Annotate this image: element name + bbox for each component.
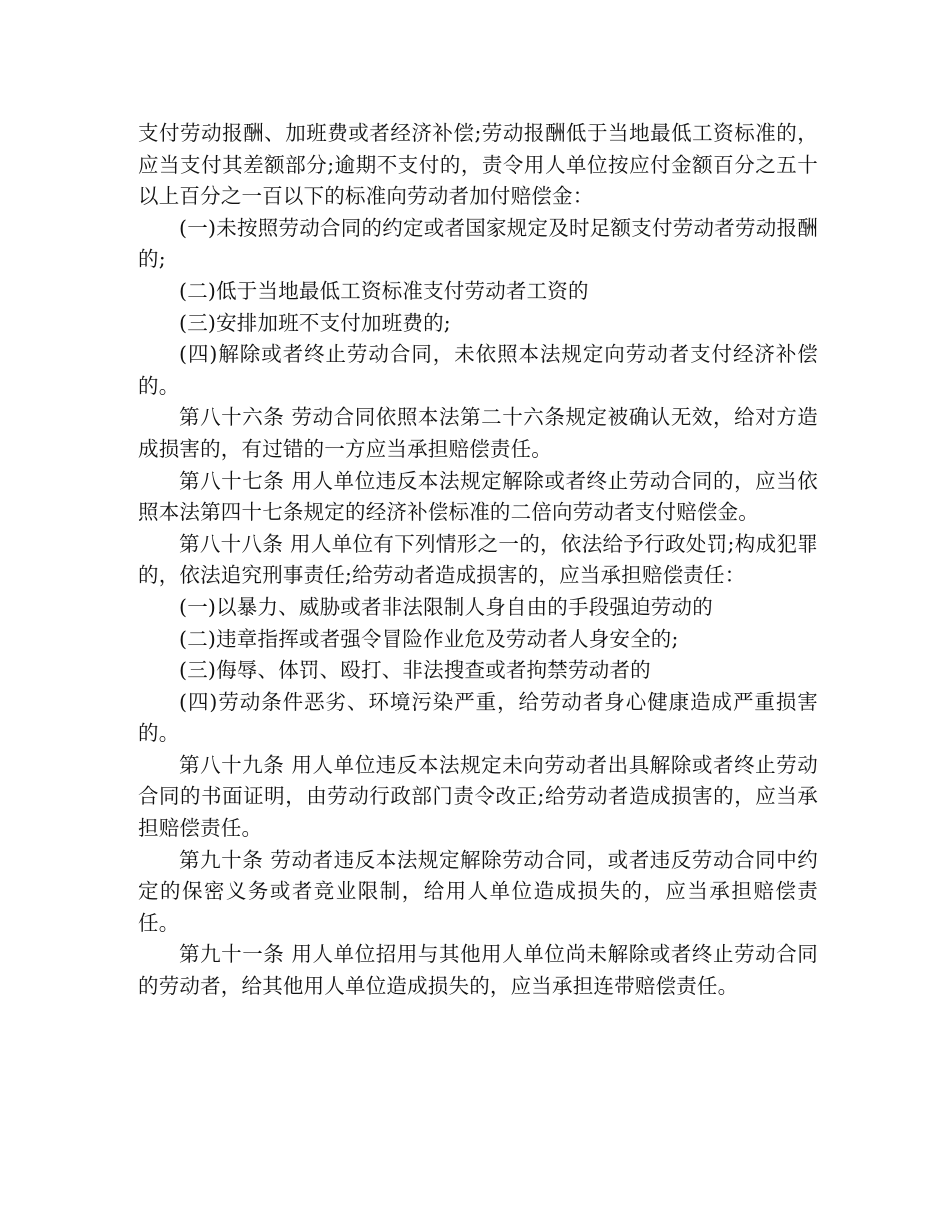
article-88-item-3: (三)侮辱、体罚、殴打、非法搜查或者拘禁劳动者的 [179, 658, 651, 683]
article-86: 第八十六条 劳动合同依照本法第二十六条规定被确认无效，给对方造成损害的，有过错的一方应当承担赔偿责任。 [138, 405, 818, 461]
article-90: 第九十条 劳动者违反本法规定解除劳动合同，或者违反劳动合同中约定的保密义务或者竞业限制，给用人单位造成损失的，应当承担赔偿责任。 [138, 847, 818, 935]
article-88: 第八十八条 用人单位有下列情形之一的，依法给予行政处罚;构成犯罪的，依法追究刑事责任;给劳动者造成损害的，应当承担赔偿责任： [138, 531, 818, 588]
article-88-item-1: (一)以暴力、威胁或者非法限制人身自由的手段强迫劳动的 [179, 594, 713, 619]
paragraph-item-3: (三)安排加班不支付加班费的; [179, 310, 451, 335]
document-body [138, 118, 818, 1003]
paragraph-item-4: (四)解除或者终止劳动合同，未依照本法规定向劳动者支付经济补偿的。 [138, 342, 818, 398]
paragraph-item-1: (一)未按照劳动合同的约定或者国家规定及时足额支付劳动者劳动报酬的; [138, 215, 818, 272]
paragraph-item-2: (二)低于当地最低工资标准支付劳动者工资的 [179, 278, 589, 303]
article-87: 第八十七条 用人单位违反本法规定解除或者终止劳动合同的，应当依照本法第四十七条规定的经济补偿标准的二倍向劳动者支付赔偿金。 [138, 468, 818, 525]
article-89: 第八十九条 用人单位违反本法规定未向劳动者出具解除或者终止劳动合同的书面证明，由劳动行政部门责令改正;给劳动者造成损害的，应当承担赔偿责任。 [138, 752, 818, 841]
article-91: 第九十一条 用人单位招用与其他用人单位尚未解除或者终止劳动合同的劳动者，给其他用人单位造成损失的，应当承担连带赔偿责任。 [138, 942, 818, 999]
article-88-item-4: (四)劳动条件恶劣、环境污染严重，给劳动者身心健康造成严重损害的。 [138, 689, 818, 746]
paragraph-continuation: 支付劳动报酬、加班费或者经济补偿;劳动报酬低于当地最低工资标准的，应当支付其差额部分;逾期不支付的，责令用人单位按应付金额百分之五十以上百分之一百以下的标准向劳动者加付赔偿金： [138, 121, 818, 209]
article-88-item-2: (二)违章指挥或者强令冒险作业危及劳动者人身安全的; [179, 626, 679, 651]
